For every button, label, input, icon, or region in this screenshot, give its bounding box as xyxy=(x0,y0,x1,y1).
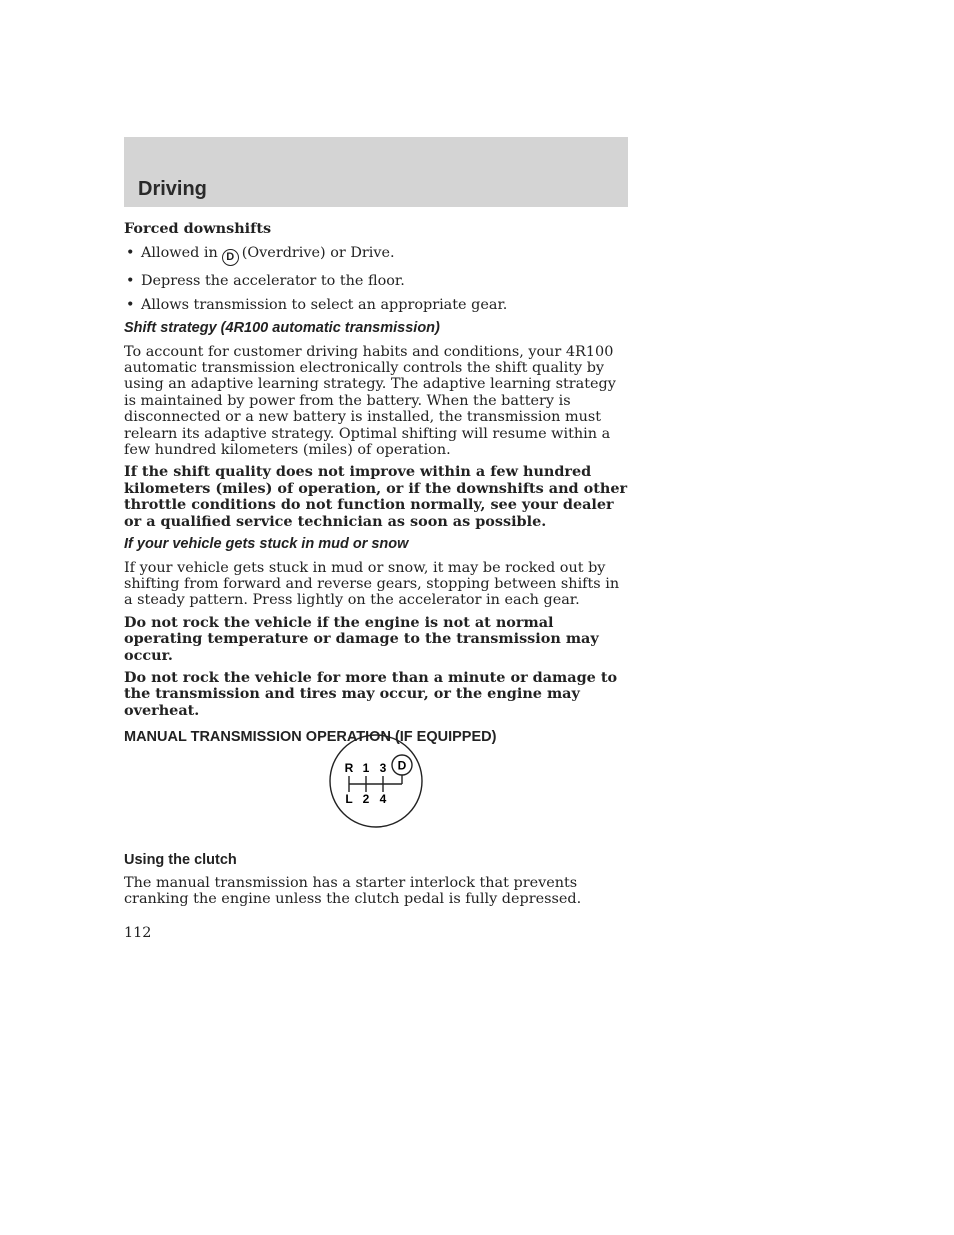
stuck-warning-temperature: Do not rock the vehicle if the engine is not at normal operating temperature or damage to the transmission may occur. xyxy=(124,613,599,664)
gear-label-d: D xyxy=(397,758,407,773)
bullet-text-after: (Overdrive) or Drive. xyxy=(241,245,395,262)
gear-label-l: L xyxy=(345,792,353,806)
gear-label-2: 2 xyxy=(362,792,370,806)
stuck-body: If your vehicle gets stuck in mud or snow, it may be rocked out by shifting from forward and reverse gears, stopping between shifts in a steady pattern. Press lightly on the accelerator in each gear. xyxy=(124,559,620,609)
forced-downshifts-heading: Forced downshifts xyxy=(124,220,272,237)
main-content xyxy=(124,221,628,746)
forced-downshifts-list xyxy=(124,245,628,313)
stuck-heading: If your vehicle gets stuck in mud or snow xyxy=(124,536,409,553)
overdrive-icon: D xyxy=(222,249,239,266)
using-clutch-body: The manual transmission has a starter interlock that prevents cranking the engine unless the clutch pedal is fully depressed. xyxy=(124,875,582,908)
shift-strategy-warning: If the shift quality does not improve within a few hundred kilometers (miles) of operation, or if the downshifts and other throttle conditions do not function normally, see your dealer or a qualified service technician as soon as possible. xyxy=(124,463,628,530)
using-clutch-heading: Using the clutch xyxy=(124,852,237,868)
gear-label-1: 1 xyxy=(362,761,370,775)
list-item: • Depress the accelerator to the floor. xyxy=(124,273,628,289)
gear-label-r: R xyxy=(344,761,354,775)
gear-knob-outline xyxy=(330,735,422,827)
section-title: Driving xyxy=(138,178,207,200)
shift-pattern-diagram xyxy=(329,732,425,830)
shift-strategy-heading: Shift strategy (4R100 automatic transmission) xyxy=(124,320,440,337)
bullet-text-before: Allowed in xyxy=(141,245,218,262)
page-number: 112 xyxy=(124,925,152,941)
manual-transmission-heading: MANUAL TRANSMISSION OPERATION (IF EQUIPPED) xyxy=(124,729,497,746)
gear-label-3: 3 xyxy=(379,761,387,775)
shift-strategy-body: To account for customer driving habits and conditions, your 4R100 automatic transmission electronically controls the shift quality by using an adaptive learning strategy. The adaptive learning strategy is maintained by power from the battery. When the battery is disconnected or a new battery is installed, the transmission must relearn its adaptive strategy. Optimal shifting will resume within a few hundred kilometers (miles) of operation. xyxy=(124,343,616,459)
stuck-warning-duration: Do not rock the vehicle for more than a minute or damage to the transmission and tires may occur, or the engine may overheat. xyxy=(124,668,618,719)
gear-label-4: 4 xyxy=(379,792,387,806)
list-item: • Allows transmission to select an appropriate gear. xyxy=(124,297,628,313)
list-item xyxy=(124,245,628,266)
section-header-band xyxy=(124,137,628,207)
